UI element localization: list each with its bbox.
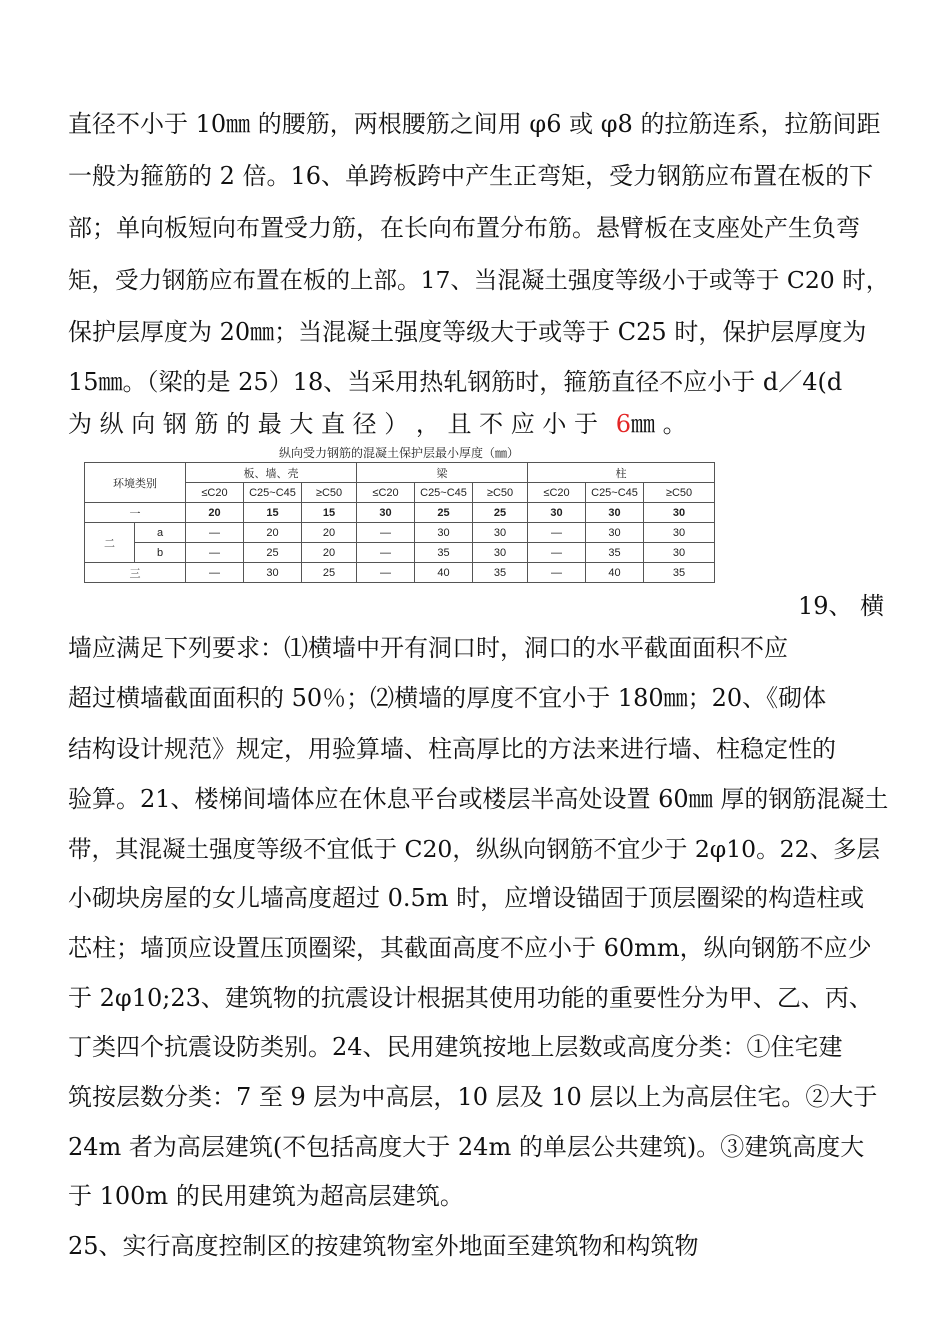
grade-header: C25~C45 xyxy=(244,483,302,503)
value-cell: 30 xyxy=(244,563,302,583)
env-cell: 二 xyxy=(85,523,135,563)
item-19-label: 19、 横 xyxy=(798,592,885,620)
value-cell: 30 xyxy=(586,503,644,523)
grade-header: C25~C45 xyxy=(586,483,644,503)
table-row xyxy=(85,523,715,543)
protection-layer-table-figure xyxy=(84,444,714,610)
group-header-beam: 梁 xyxy=(357,463,528,483)
env-cell: 一 xyxy=(85,503,186,523)
value-cell: 20 xyxy=(302,543,357,563)
value-cell: — xyxy=(357,563,415,583)
grade-header: ≤C20 xyxy=(528,483,586,503)
table-group-header-row xyxy=(85,463,715,483)
text-line: 带，其混凝土强度等级不宜低于 C20，纵纵向钢筋不宜少于 2φ10。22、多层 xyxy=(68,835,881,863)
spread-text-line xyxy=(68,408,880,440)
text-line: 15㎜。（梁的是 25）18、当采用热轧钢筋时，箍筋直径不应小于 d／4(d xyxy=(68,368,843,396)
grade-header: ≤C20 xyxy=(186,483,244,503)
table-row xyxy=(85,563,715,583)
grade-header: ≥C50 xyxy=(644,483,715,503)
text-line: 于 2φ10;23、建筑物的抗震设计根据其使用功能的重要性分为甲、乙、丙、 xyxy=(68,984,873,1012)
value-cell: 30 xyxy=(473,523,528,543)
value-cell: 35 xyxy=(644,563,715,583)
env-header-cell: 环境类别 xyxy=(85,463,186,503)
grade-header: ≥C50 xyxy=(473,483,528,503)
value-cell: 20 xyxy=(302,523,357,543)
text-line: 筑按层数分类：7 至 9 层为中高层，10 层及 10 层以上为高层住宅。②大于 xyxy=(68,1083,878,1111)
value-cell: 30 xyxy=(586,523,644,543)
value-cell: 30 xyxy=(473,543,528,563)
value-cell: 35 xyxy=(415,543,473,563)
text-line: 24m 者为高层建筑(不包括高度大于 24m 的单层公共建筑)。③建筑高度大 xyxy=(68,1133,865,1161)
text-line: 墙应满足下列要求：⑴横墙中开有洞口时，洞口的水平截面面积不应 xyxy=(68,634,788,662)
value-cell: 15 xyxy=(302,503,357,523)
group-header-slab: 板、墙、壳 xyxy=(186,463,357,483)
value-cell: — xyxy=(186,523,244,543)
grade-header: ≥C50 xyxy=(302,483,357,503)
value-cell: 40 xyxy=(415,563,473,583)
value-cell: 35 xyxy=(586,543,644,563)
value-cell: — xyxy=(357,543,415,563)
text-line: 丁类四个抗震设防类别。24、民用建筑按地上层数或高度分类：①住宅建 xyxy=(68,1033,843,1061)
grade-header: ≤C20 xyxy=(357,483,415,503)
text-line: 直径不小于 10㎜ 的腰筋，两根腰筋之间用 φ6 或 φ8 的拉筋连系，拉筋间距 xyxy=(68,110,881,138)
value-cell: 25 xyxy=(244,543,302,563)
text-line: 验算。21、楼梯间墙体应在休息平台或楼层半高处设置 60㎜ 厚的钢筋混凝土 xyxy=(68,785,889,813)
value-cell: 30 xyxy=(644,523,715,543)
text-line: 超过横墙截面面积的 50％；⑵横墙的厚度不宜小于 180㎜；20、《砌体 xyxy=(68,684,827,712)
value-cell: 25 xyxy=(302,563,357,583)
value-cell: 30 xyxy=(644,543,715,563)
text-line: 25、实行高度控制区的按建筑物室外地面至建筑物和构筑物 xyxy=(68,1232,699,1260)
table-caption: 纵向受力钢筋的混凝土保护层最小厚度（㎜） xyxy=(278,446,519,460)
value-cell: 20 xyxy=(244,523,302,543)
value-cell: — xyxy=(528,543,586,563)
grade-header: C25~C45 xyxy=(415,483,473,503)
value-cell: — xyxy=(528,523,586,543)
value-cell: 30 xyxy=(528,503,586,523)
text-line: 保护层厚度为 20㎜；当混凝土强度等级大于或等于 C25 时，保护层厚度为 xyxy=(68,318,867,346)
value-cell: 20 xyxy=(186,503,244,523)
protection-layer-table xyxy=(84,462,715,583)
value-cell: — xyxy=(357,523,415,543)
value-cell: 30 xyxy=(644,503,715,523)
value-cell: 35 xyxy=(473,563,528,583)
text-line: 小砌块房屋的女儿墙高度超过 0.5m 时，应增设锚固于顶层圈梁的构造柱或 xyxy=(68,884,865,912)
table-row xyxy=(85,543,715,563)
env-sub-cell: b xyxy=(135,543,186,563)
text-line: 于 100m 的民用建筑为超高层建筑。 xyxy=(68,1182,464,1210)
env-sub-cell: a xyxy=(135,523,186,543)
text-line: 一般为箍筋的 2 倍。16、单跨板跨中产生正弯矩，受力钢筋应布置在板的下 xyxy=(68,162,874,190)
value-cell: 15 xyxy=(244,503,302,523)
text-line: 矩，受力钢筋应布置在板的上部。17、当混凝土强度等级小于或等于 C20 时， xyxy=(68,266,890,294)
text-line: 部；单向板短向布置受力筋，在长向布置分布筋。悬臂板在支座处产生负弯 xyxy=(68,214,860,242)
value-cell: 25 xyxy=(415,503,473,523)
highlighted-value: 6 xyxy=(615,410,631,438)
group-header-column: 柱 xyxy=(528,463,715,483)
value-cell: 30 xyxy=(357,503,415,523)
env-cell: 三 xyxy=(85,563,186,583)
text-line: 芯柱；墙顶应设置压顶圈梁，其截面高度不应小于 60mm，纵向钢筋不应少 xyxy=(68,934,872,962)
table-row xyxy=(85,503,715,523)
spread-text-prefix: 为 纵 向 钢 筋 的 最 大 直 径 ） ， 且 不 应 小 于 xyxy=(68,410,599,438)
text-line: 结构设计规范》规定，用验算墙、柱高厚比的方法来进行墙、柱稳定性的 xyxy=(68,735,836,763)
value-cell: — xyxy=(528,563,586,583)
value-cell: 40 xyxy=(586,563,644,583)
value-cell: 30 xyxy=(415,523,473,543)
spread-text-suffix: ㎜ 。 xyxy=(630,410,687,438)
value-cell: 25 xyxy=(473,503,528,523)
value-cell: — xyxy=(186,563,244,583)
value-cell: — xyxy=(186,543,244,563)
